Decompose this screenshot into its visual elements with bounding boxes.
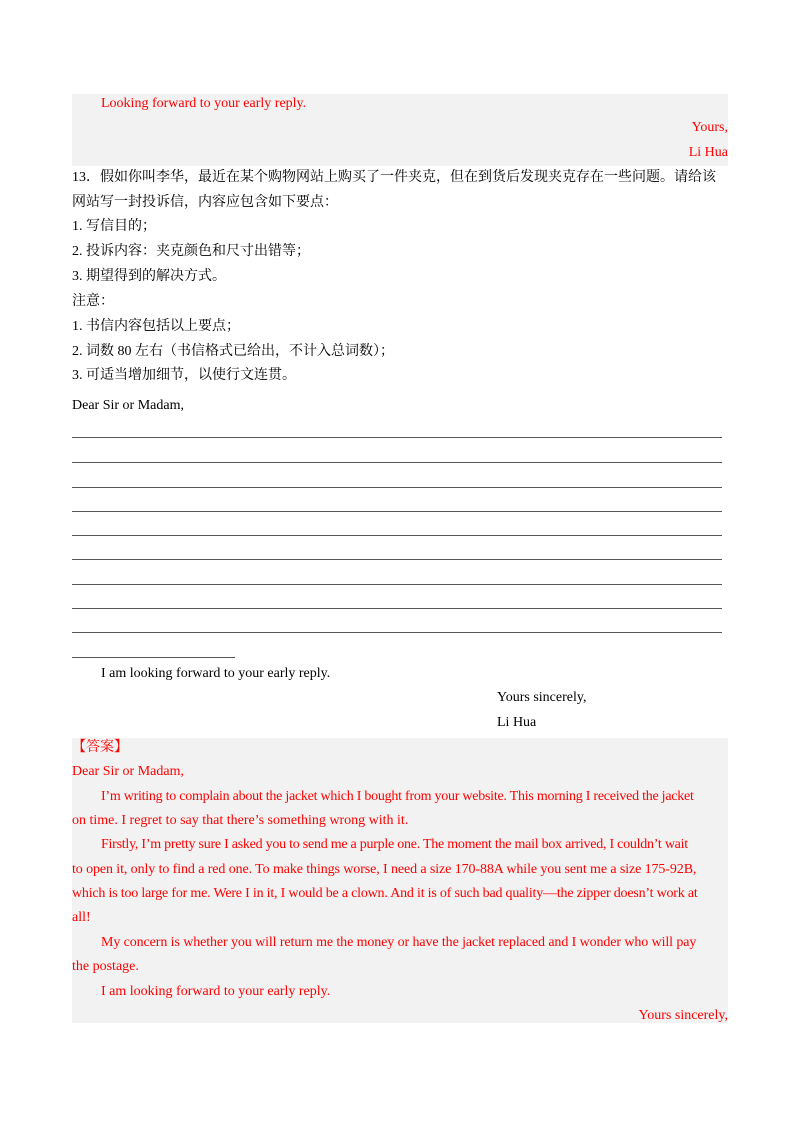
- writing-line: [72, 487, 722, 488]
- answer-line-9: I am looking forward to your early reply.: [101, 984, 331, 999]
- answer-salutation: Dear Sir or Madam,: [72, 764, 184, 779]
- letter-closing: I am looking forward to your early reply.: [101, 666, 331, 681]
- answer-line-5: which is too large for me. Were I in it, I would be a clown. And it is of such bad quality—the zipper doesn’t work at: [72, 886, 698, 901]
- note-3: 3. 可适当增加细节，以使行文连贯。: [72, 368, 296, 383]
- writing-line: [72, 535, 722, 536]
- writing-line: [72, 584, 722, 585]
- letter-signoff: Yours sincerely,: [497, 690, 587, 705]
- answer-line-8: the postage.: [72, 959, 139, 974]
- letter-signature: Li Hua: [497, 715, 537, 730]
- previous-signature: Li Hua: [688, 145, 728, 160]
- writing-line: [72, 608, 722, 609]
- question-point-1: 1. 写信目的；: [72, 219, 156, 234]
- question-stem-line-2: 网站写一封投诉信，内容应包含如下要点：: [72, 195, 338, 210]
- question-stem-line-1: 13．假如你叫李华，最近在某个购物网站上购买了一件夹克，但在到货后发现夹克存在一些问题。请给该: [72, 170, 716, 185]
- answer-line-1: I’m writing to complain about the jacket which I bought from your website. This morning I received the jacket: [101, 789, 694, 804]
- question-point-2: 2. 投诉内容：夹克颜色和尺寸出错等；: [72, 244, 310, 259]
- answer-label: 【答案】: [72, 740, 128, 755]
- previous-closing-line: Looking forward to your early reply.: [101, 96, 307, 111]
- previous-signoff: Yours,: [691, 120, 728, 135]
- writing-line-short: [72, 657, 235, 658]
- answer-line-4: to open it, only to find a red one. To make things worse, I need a size 170-88A while you sent me a size 175-92B,: [72, 862, 697, 877]
- note-1: 1. 书信内容包括以上要点；: [72, 319, 240, 334]
- note-label: 注意：: [72, 294, 114, 309]
- answer-line-6: all!: [72, 910, 91, 925]
- writing-line: [72, 462, 722, 463]
- answer-signoff: Yours sincerely,: [638, 1008, 728, 1023]
- answer-line-7: My concern is whether you will return me the money or have the jacket replaced and I wonder who will pay: [101, 935, 697, 950]
- writing-line: [72, 511, 722, 512]
- answer-line-2: on time. I regret to say that there’s something wrong with it.: [72, 813, 409, 828]
- answer-line-3: Firstly, I’m pretty sure I asked you to send me a purple one. The moment the mail box arrived, I couldn’t wait: [101, 837, 688, 852]
- question-point-3: 3. 期望得到的解决方式。: [72, 269, 226, 284]
- writing-line: [72, 632, 722, 633]
- letter-salutation: Dear Sir or Madam,: [72, 398, 184, 413]
- note-2: 2. 词数 80 左右（书信格式已给出，不计入总词数）；: [72, 344, 394, 359]
- writing-line: [72, 437, 722, 438]
- writing-line: [72, 559, 722, 560]
